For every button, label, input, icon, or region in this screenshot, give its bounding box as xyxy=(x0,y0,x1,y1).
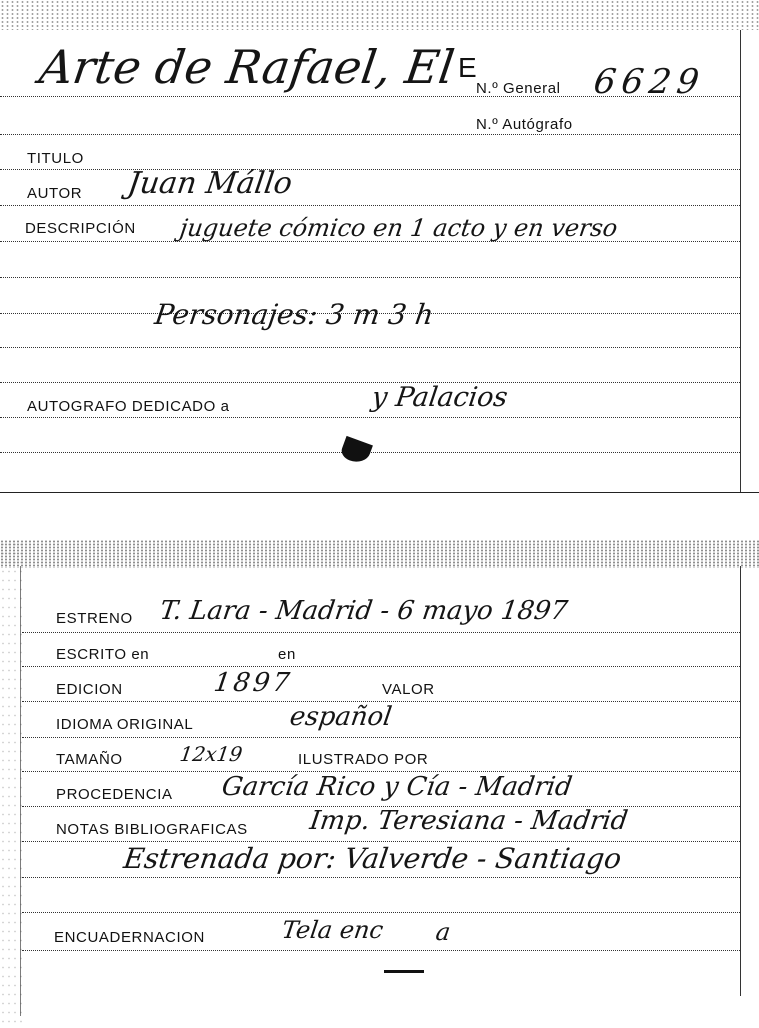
procedencia-value: García Rico y Cía - Madrid xyxy=(219,772,574,802)
rule-line xyxy=(22,632,740,633)
edicion-label: EDICION xyxy=(56,681,123,698)
scan-speckle xyxy=(0,540,22,1028)
rule-line xyxy=(0,205,740,206)
catalog-card-bottom xyxy=(0,540,759,1028)
titulo-label: TITULO xyxy=(27,150,84,167)
ink-stroke xyxy=(384,970,424,973)
ilustrado-label: ILUSTRADO POR xyxy=(298,751,429,768)
rule-line xyxy=(22,737,740,738)
tamano-label: TAMAÑO xyxy=(56,751,123,768)
idioma-value: español xyxy=(287,702,394,732)
encuadernacion-value: Tela enc xyxy=(280,916,386,944)
procedencia-label: PROCEDENCIA xyxy=(56,786,173,803)
catalog-card-top xyxy=(0,0,759,493)
rule-line xyxy=(22,877,740,878)
card-border xyxy=(20,566,21,1016)
autor-label: AUTOR xyxy=(27,185,83,202)
autor-value: Juan Mállo xyxy=(125,166,295,201)
dedicado-label: AUTOGRAFO DEDICADO a xyxy=(27,398,230,415)
valor-label: VALOR xyxy=(382,681,435,698)
card-border xyxy=(740,30,741,492)
rule-line xyxy=(22,666,740,667)
general-prefix: E xyxy=(458,52,478,83)
tamano-value: 12x19 xyxy=(178,742,244,766)
general-number-label: N.º General xyxy=(476,80,561,97)
notas-value-2: Estrenada por: Valverde - Santiago xyxy=(121,842,624,875)
rule-line xyxy=(22,912,740,913)
edicion-value: 1897 xyxy=(211,668,295,698)
rule-line xyxy=(0,347,740,348)
rule-line xyxy=(0,134,740,135)
scan-speckle xyxy=(0,0,759,30)
dedicado-value: y Palacios xyxy=(369,382,510,413)
encuadernacion-label: ENCUADERNACION xyxy=(54,929,205,946)
estreno-label: ESTRENO xyxy=(56,610,133,627)
descripcion-label: DESCRIPCIÓN xyxy=(25,220,136,237)
rule-line xyxy=(0,382,740,383)
idioma-label: IDIOMA ORIGINAL xyxy=(56,716,194,733)
rule-line xyxy=(0,169,740,170)
notas-value: Imp. Teresiana - Madrid xyxy=(307,806,630,836)
scan-speckle xyxy=(0,540,759,568)
rule-line xyxy=(0,277,740,278)
personajes-value: Personajes: 3 m 3 h xyxy=(152,298,436,331)
general-number-value: 6629 xyxy=(591,62,708,102)
autografo-number-label: N.º Autógrafo xyxy=(476,116,573,133)
card-border xyxy=(740,566,741,996)
notas-label: NOTAS BIBLIOGRAFICAS xyxy=(56,821,248,838)
rule-line xyxy=(22,950,740,951)
escrito-label: ESCRITO en xyxy=(56,646,150,663)
rule-line xyxy=(0,417,740,418)
title-handwritten: Arte de Rafael, El xyxy=(36,40,458,94)
ink-blot xyxy=(339,436,373,466)
descripcion-value: juguete cómico en 1 acto y en verso xyxy=(178,214,620,242)
escrito-en-label: en xyxy=(278,646,296,663)
encuadernacion-mark: a xyxy=(434,918,453,946)
estreno-value: T. Lara - Madrid - 6 mayo 1897 xyxy=(157,596,570,626)
